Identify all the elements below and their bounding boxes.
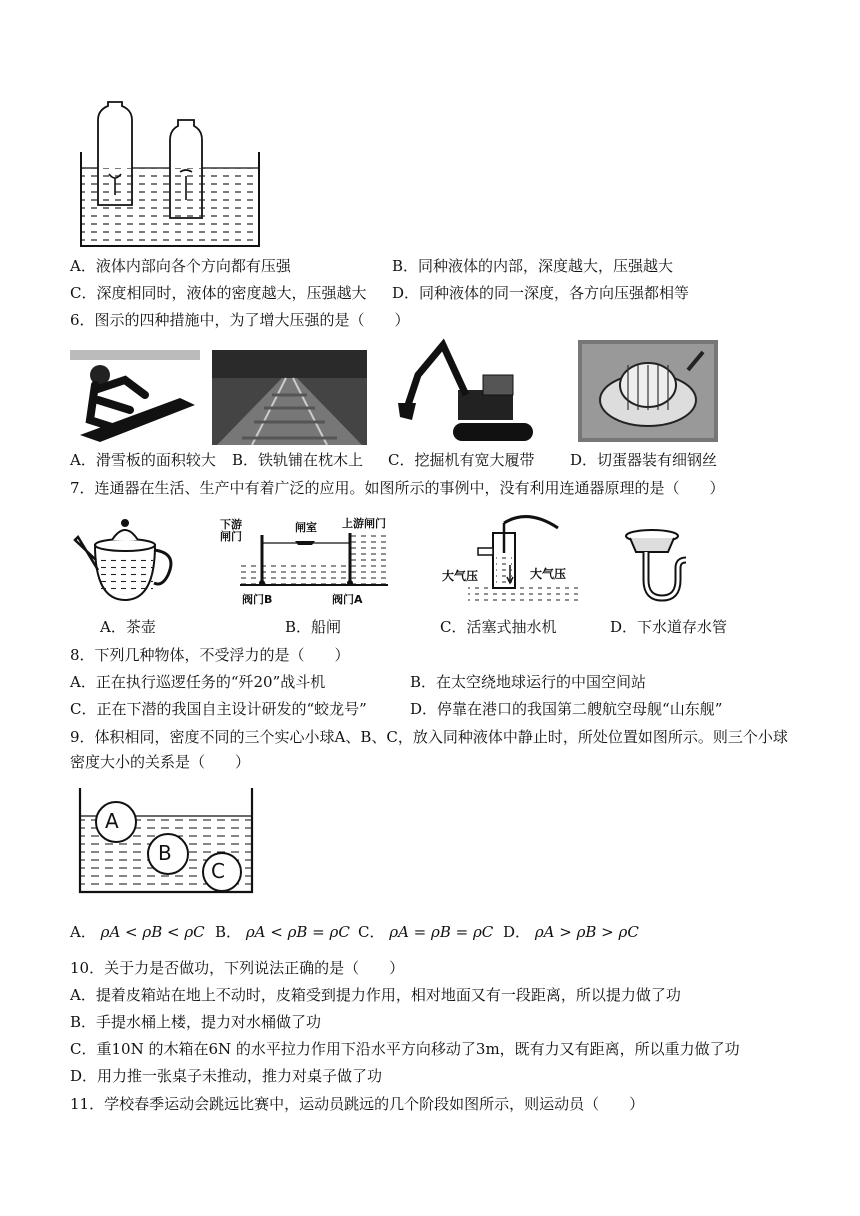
q9-option-c [358,922,493,942]
q8-option-d: D．停靠在港口的我国第二艘航空母舰“山东舰” [410,700,723,718]
q9-option-b-letter: B． [215,923,242,941]
q8-option-c: C．正在下潜的我国自主设计研发的“蛟龙号” [70,700,367,718]
q7-label-valve-b: 阀门B [242,593,273,606]
q7-option-d: D．下水道存水管 [610,618,728,636]
q7-option-a: A．茶壶 [100,618,156,636]
q9-ball-a-label: A [105,809,119,833]
q9-figure-balls-in-liquid [76,784,256,896]
q9-option-d-letter: D． [503,923,531,941]
q9-ball-c-label: C [211,859,225,883]
q9-option-c-letter: C． [358,923,385,941]
q7-image-teapot [70,515,180,605]
q10-option-b: B．手提水桶上楼，提力对水桶做了功 [70,1013,322,1031]
q5-figure-bottles-in-tank [78,100,263,250]
q7-label-downstream-gate: 下游闸门 [220,518,242,543]
q9-ball-b-label: B [158,841,172,865]
q6-image-railway [212,350,367,445]
q9-stem-line1: 9．体积相同，密度不同的三个实心小球A、B、C，放入同种液体中静止时，所处位置如图所示。则三个小球 [70,728,788,746]
q6-image-excavator [388,335,538,445]
q10-option-d: D．用力推一张桌子未推动，推力对桌子做了功 [70,1067,383,1085]
q6-option-c: C．挖掘机有宽大履带 [388,451,535,469]
q9-option-b [215,922,350,942]
q7-image-drain-trap [622,528,692,606]
q10-stem: 10．关于力是否做功，下列说法正确的是（ ） [70,959,405,977]
q9-option-c-expr: ρA = ρB = ρC [389,923,494,941]
q7-option-b: B．船闸 [285,618,342,636]
q9-option-a [70,922,205,942]
q7-image-piston-pump [438,513,598,605]
q9-option-d [503,922,639,942]
q5-option-c: C．深度相同时，液体的密度越大，压强越大 [70,284,367,302]
q8-stem: 8．下列几种物体，不受浮力的是（ ） [70,646,350,664]
q6-option-a: A．滑雪板的面积较大 [70,451,216,469]
q9-option-a-expr: ρA < ρB < ρC [100,923,205,941]
q10-option-c: C．重10N 的木箱在6N 的水平拉力作用下沿水平方向移动了3m，既有力又有距离，所以重力做了功 [70,1040,740,1058]
q7-stem: 7．连通器在生活、生产中有着广泛的应用。如图所示的事例中，没有利用连通器原理的是（ ） [70,479,725,497]
q8-option-a: A．正在执行巡逻任务的“歼20”战斗机 [70,673,326,691]
q11-stem: 11．学校春季运动会跳远比赛中，运动员跳远的几个阶段如图所示，则运动员（ ） [70,1095,645,1113]
q6-option-d: D．切蛋器装有细钢丝 [570,451,718,469]
q7-image-ship-lock [220,515,390,607]
q7-label-atm-left: 大气压 [442,569,479,583]
q10-option-a: A．提着皮箱站在地上不动时，皮箱受到提力作用，相对地面又有一段距离，所以提力做了功 [70,986,681,1004]
q9-option-a-letter: A． [70,923,96,941]
q6-image-egg-slicer [578,340,718,442]
q6-stem: 6．图示的四种措施中，为了增大压强的是（ ） [70,311,410,329]
q8-option-b: B．在太空绕地球运行的中国空间站 [410,673,647,691]
q9-option-d-expr: ρA > ρB > ρC [534,923,639,941]
q7-option-c: C．活塞式抽水机 [440,618,557,636]
q7-label-upstream-gate: 上游闸门 [342,517,386,530]
q7-label-chamber: 闸室 [295,521,317,534]
q6-option-b: B．铁轨铺在枕木上 [232,451,364,469]
q9-option-b-expr: ρA < ρB = ρC [245,923,350,941]
q6-image-snowboard [70,350,200,445]
q9-stem-line2: 密度大小的关系是（ ） [70,753,251,771]
q7-label-valve-a: 阀门A [332,593,363,606]
q5-option-d: D．同种液体的同一深度，各方向压强都相等 [392,284,690,302]
q7-label-atm-right: 大气压 [530,567,567,581]
q5-option-b: B．同种液体的内部，深度越大，压强越大 [392,257,674,275]
q5-option-a: A．液体内部向各个方向都有压强 [70,257,291,275]
